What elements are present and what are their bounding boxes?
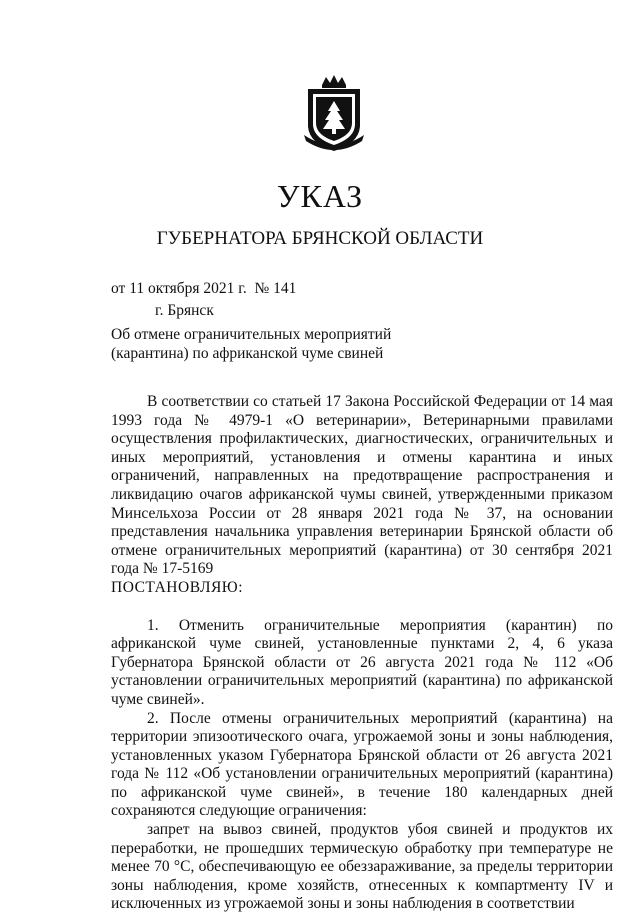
subject-line-1: Об отмене ограничительных мероприятий: [111, 326, 392, 343]
restriction-paragraph: запрет на вывоз свиней, продуктов убоя свиней и продуктов их переработки, не прошедших термическую обработку при температуре не менее 70 °С, обеспечивающую ее обеззараживание, за пределы территории зоны наблюдения, кроме хозяйств, отнесенных к компартменту IV и исключенных из угрожаемой зоны и зоны наблюдения в соответствии: [111, 821, 613, 913]
document-city: г. Брянск: [155, 302, 214, 319]
clause-2-paragraph: 2. После отмены ограничительных мероприятий (карантина) на территории эпизоотического очага, угрожаемой зоны и зоны наблюдения, установленных указом Губернатора Брянской области от 26 августа 2021 года № 112 «Об установлении ограничительных мероприятий (карантина) по африканской чуме свиней», в течение 180 календарных дней сохраняются следующие ограничения:: [111, 709, 613, 820]
subject-line-2: (карантина) по африканской чуме свиней: [111, 345, 384, 362]
clause-1-paragraph: 1. Отменить ограничительные мероприятия (карантин) по африканской чуме свиней, установленные пунктами 2, 4, 6 указа Губернатора Брянской области от 26 августа 2021 года № 112 «Об установлении ограничительных мероприятий (карантина) по африканской чуме свиней».: [111, 616, 613, 708]
document-date-number: от 11 октября 2021 г. № 141: [111, 280, 297, 297]
preamble-paragraph: В соответствии со статьей 17 Закона Российской Федерации от 14 мая 1993 года № 4979-1 «О ветеринарии», Ветеринарными правилами осуществления профилактических, диагностических, ограничительных и иных мероприятий, установления и отмены карантина и иных ограничений, направленных на предотвращение распространения и ликвидацию очагов африканской чумы свиней, утвержденными приказом Минсельхоза России от 28 января 2021 года № 37, на основании представления начальника управления ветеринарии Брянской области об отмене ограничительных мероприятий (карантина) от 30 сентября 2021 года № 17-5169: [111, 393, 613, 578]
coat-of-arms-emblem: [302, 75, 366, 153]
decree-heading: ПОСТАНОВЛЯЮ:: [111, 578, 244, 596]
document-subject: [111, 325, 391, 363]
document-title: УКАЗ: [276, 178, 364, 214]
document-body: [111, 393, 613, 914]
document-subtitle: ГУБЕРНАТОРА БРЯНСКОЙ ОБЛАСТИ: [156, 228, 484, 249]
